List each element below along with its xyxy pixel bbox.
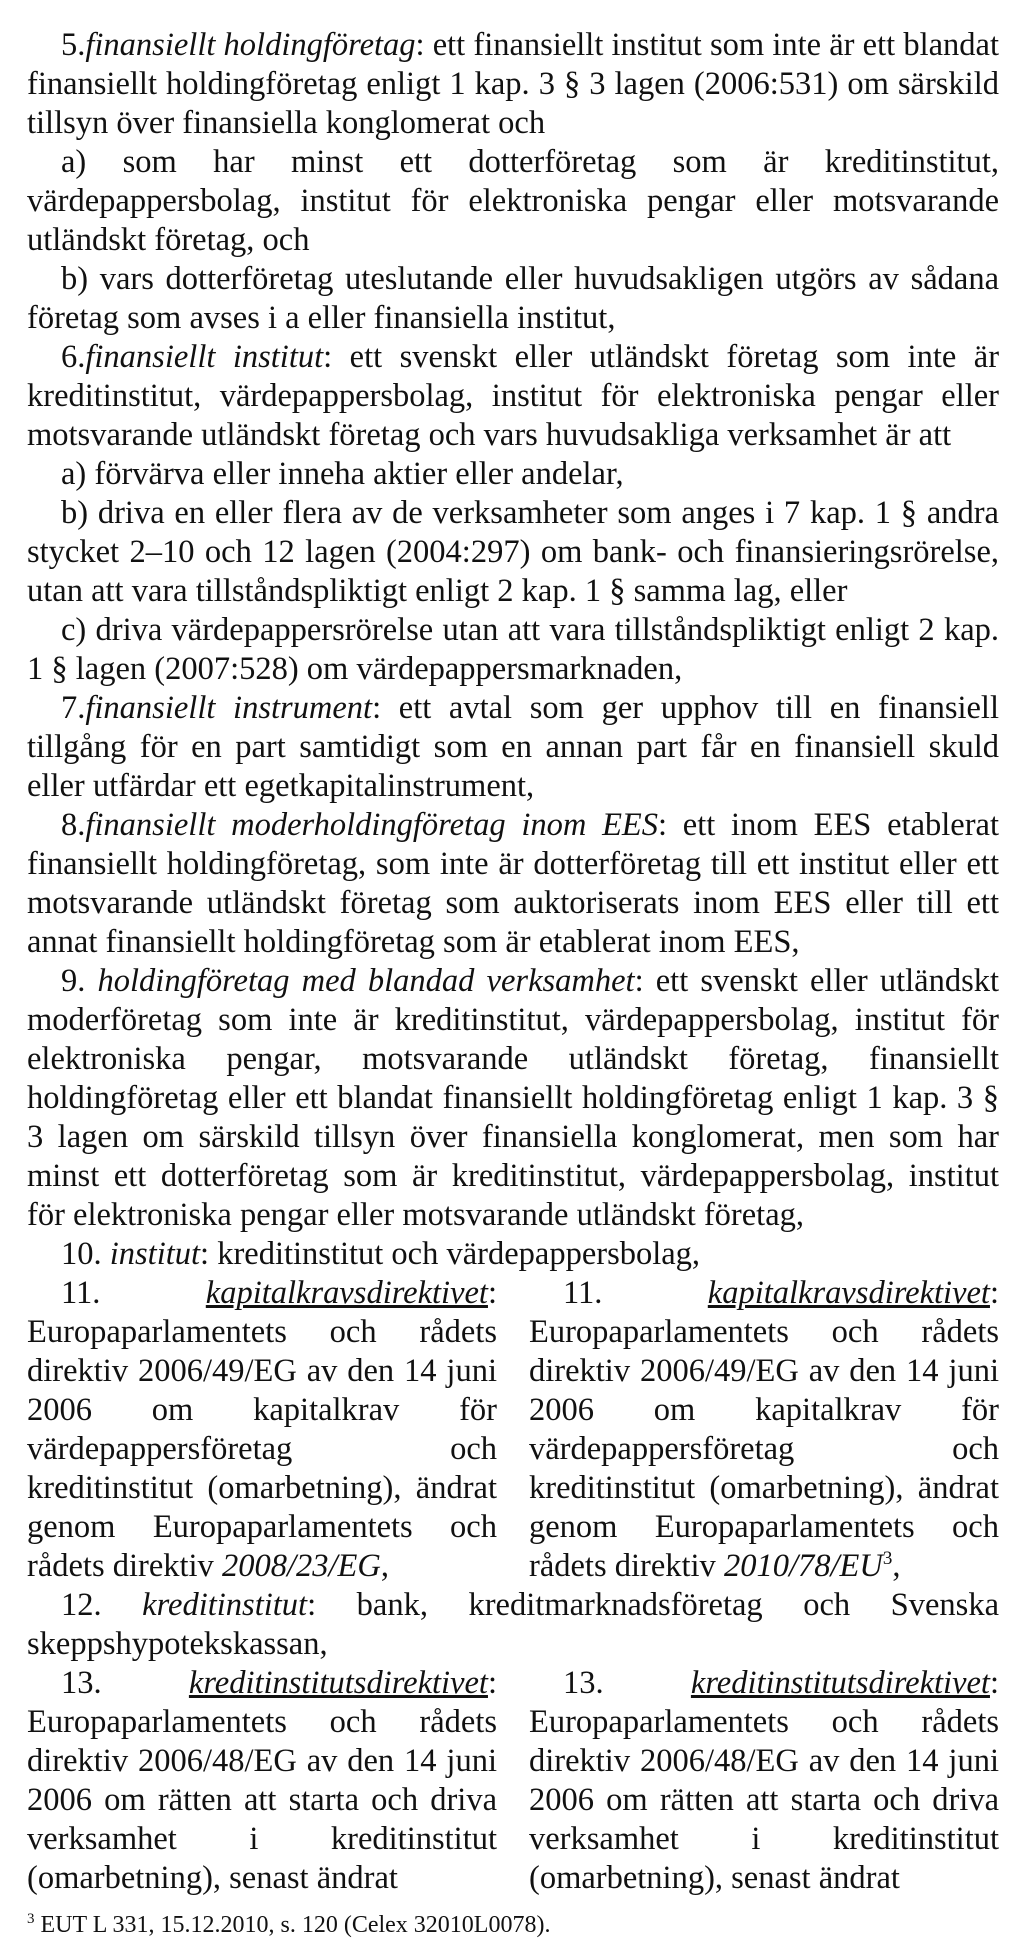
definition-number: 6.: [61, 339, 86, 375]
directive-reference: 2010/78/EU: [723, 1548, 883, 1584]
definition-7: [27, 689, 999, 806]
comparison-columns-11: [27, 1274, 999, 1586]
definition-text: : ett avtal som ger upphov till en finansiell tillgång för en part samtidigt som en annan part får en finansiell skuld eller utfärdar ett egetkapitalinstrument,: [27, 690, 999, 804]
defined-term: institut: [109, 1236, 201, 1272]
definition-text: : Europaparlamentets och rådets direktiv 2006/49/EG av den 14 juni 2006 om kapitalkrav för värdepappersföretag och kreditinstitut (omarbetning), ändrat genom Europaparlamentets och rådets direktiv: [27, 1275, 497, 1584]
defined-term: kreditinstitutsdirektivet: [188, 1665, 488, 1701]
definition-number: 11.: [563, 1275, 603, 1311]
definition-13-current: [27, 1664, 497, 1898]
defined-term: kreditinstitutsdirektivet: [690, 1665, 990, 1701]
definition-8: [27, 806, 999, 962]
definition-text: : kreditinstitut och värdepappersbolag,: [200, 1236, 701, 1272]
definition-number: 10.: [61, 1236, 102, 1272]
defined-term: finansiellt holdingföretag: [85, 27, 416, 63]
definition-number: 11.: [61, 1275, 101, 1311]
definition-text: : ett finansiellt institut som inte är ett blandat finansiellt holdingföretag enligt 1 kap. 3 § 3 lagen (2006:531) om särskild tillsyn över finansiella konglomerat och: [27, 27, 999, 141]
definition-5: [27, 26, 999, 143]
definition-10: [27, 1235, 999, 1274]
sub-item-6b: b) driva en eller flera av de verksamheter som anges i 7 kap. 1 § andra stycket 2–10 och 12 lagen (2004:297) om bank- och finansieringsrörelse, utan att vara tillståndspliktigt enligt 2 kap. 1 § samma lag, eller: [27, 495, 999, 609]
defined-term: finansiellt instrument: [85, 690, 373, 726]
directive-reference: 2008/23/EG: [221, 1548, 381, 1584]
definition-number: 13.: [61, 1665, 102, 1701]
sub-item-5a: a) som har minst ett dotterföretag som är kreditinstitut, värdepappersbolag, institut för elektroniska pengar eller motsvarande utländskt företag, och: [27, 144, 999, 258]
definition-6: [27, 338, 999, 455]
definition-number: 8.: [61, 807, 86, 843]
definition-11-current: [27, 1274, 497, 1586]
proposed-wording-column: [529, 1664, 999, 1898]
definition-text: : ett svenskt eller utländskt företag som inte är kreditinstitut, värdepappersbolag, institut för elektroniska pengar eller motsvarande utländskt företag och vars huvudsakliga verksamhet är att: [27, 339, 1000, 453]
defined-term: holdingföretag med blandad verksamhet: [97, 963, 635, 999]
definition-text: : ett svenskt eller utländskt moderföretag som inte är kreditinstitut, värdepappersbolag, institut för elektroniska pengar, motsvarande utländskt företag, finansiellt holdingföretag eller ett blandat finansiellt holdingföretag enligt 1 kap. 3 § 3 lagen om särskild tillsyn över finansiella konglomerat, men som har minst ett dotterföretag som är kreditinstitut, värdepappersbolag, institut för elektroniska pengar eller motsvarande utländskt företag,: [27, 963, 1000, 1233]
definition-11-proposed: [529, 1274, 999, 1586]
footnote-mark: 3: [27, 1911, 35, 1927]
comparison-columns-13: [27, 1664, 999, 1898]
defined-term: finansiellt institut: [85, 339, 324, 375]
sub-item-6c: c) driva värdepappersrörelse utan att vara tillståndspliktigt enligt 2 kap. 1 § lagen (2007:528) om värdepappersmarknaden,: [27, 612, 999, 687]
current-wording-column: [27, 1274, 497, 1586]
definition-text: : bank, kreditmarknadsföretag och Svenska skeppshypotekskassan,: [27, 1587, 1000, 1662]
defined-term: kreditinstitut: [142, 1587, 308, 1623]
definition-number: 9.: [61, 963, 86, 999]
definition-13-proposed: [529, 1664, 999, 1898]
definition-number: 7.: [61, 690, 86, 726]
definition-text: : Europaparlamentets och rådets direktiv 2006/49/EG av den 14 juni 2006 om kapitalkrav för värdepappersföretag och kreditinstitut (omarbetning), ändrat genom Europaparlamentets och rådets direktiv: [529, 1275, 999, 1584]
definition-text: : Europaparlamentets och rådets direktiv 2006/48/EG av den 14 juni 2006 om rätten att starta och driva verksamhet i kreditinstitut (omarbetning), senast ändrat: [529, 1665, 999, 1896]
defined-term: kapitalkravsdirektivet: [205, 1275, 488, 1311]
sub-item-5b: b) vars dotterföretag uteslutande eller huvudsakligen utgörs av sådana företag som avses i a eller finansiella institut,: [27, 261, 999, 336]
punctuation: ,: [380, 1548, 389, 1584]
definition-number: 5.: [61, 27, 86, 63]
definition-text: : ett inom EES etablerat finansiellt holdingföretag, som inte är dotterföretag till ett institut eller ett motsvarande utländskt företag som auktoriserats inom EES eller till ett annat finansiellt holdingföretag som är etablerat inom EES,: [27, 807, 999, 960]
proposed-wording-column: [529, 1274, 999, 1586]
footnote: [27, 1905, 550, 1939]
current-wording-column: [27, 1664, 497, 1898]
document-page: [27, 26, 999, 1898]
footnote-text: EUT L 331, 15.12.2010, s. 120 (Celex 32010L0078).: [34, 1912, 551, 1938]
definition-12: [27, 1586, 999, 1664]
sub-item-6a: a) förvärva eller inneha aktier eller andelar,: [61, 456, 624, 492]
definition-number: 13.: [563, 1665, 604, 1701]
definition-9: [27, 962, 999, 1235]
definition-text: : Europaparlamentets och rådets direktiv 2006/48/EG av den 14 juni 2006 om rätten att starta och driva verksamhet i kreditinstitut (omarbetning), senast ändrat: [27, 1665, 497, 1896]
punctuation: ,: [892, 1548, 901, 1584]
definition-number: 12.: [61, 1587, 102, 1623]
defined-term: finansiellt moderholdingföretag inom EES: [85, 807, 659, 843]
defined-term: kapitalkravsdirektivet: [707, 1275, 990, 1311]
footnote-reference: 3: [882, 1548, 893, 1570]
